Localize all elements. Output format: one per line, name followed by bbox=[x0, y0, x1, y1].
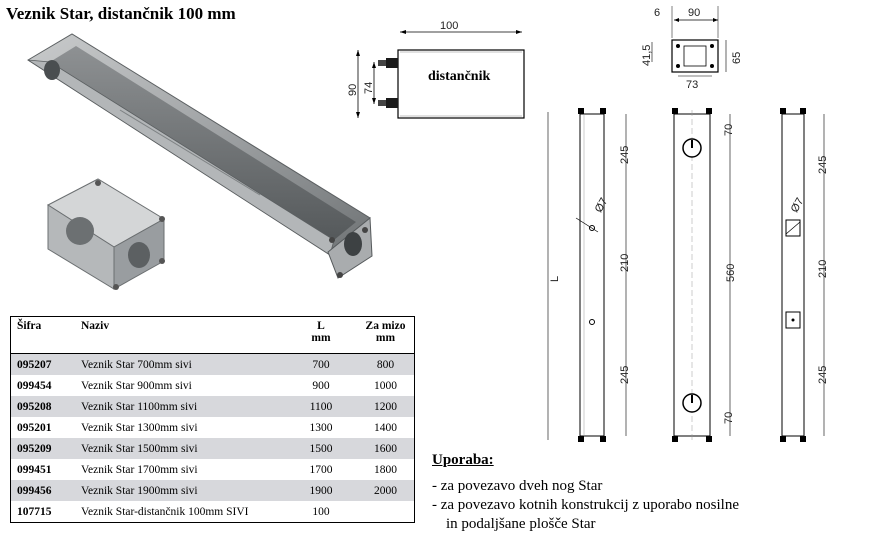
dim-spacer-height: 90 bbox=[347, 83, 359, 96]
dim-245-upper-right: 245 bbox=[817, 155, 829, 174]
dim-210-right: 210 bbox=[817, 259, 829, 278]
cell-length: 1300 bbox=[309, 421, 333, 434]
dim-spacer-width: 100 bbox=[440, 20, 459, 32]
table-row bbox=[11, 354, 415, 376]
table-row bbox=[11, 501, 415, 523]
cell-table: 1600 bbox=[357, 438, 415, 459]
dim-6: 6 bbox=[654, 7, 661, 19]
dim-70-bottom: 70 bbox=[723, 411, 735, 424]
header-length-line2: mm bbox=[311, 332, 331, 344]
dim-length-L: L bbox=[549, 275, 561, 282]
header-table-line2: mm bbox=[375, 332, 396, 344]
cell-table: 1200 bbox=[357, 396, 415, 417]
cell-length: 100 bbox=[312, 505, 330, 518]
cell-code: 099451 bbox=[17, 463, 52, 476]
cell-name: Veznik Star 1700mm sivi bbox=[81, 463, 198, 476]
cell-table: 1400 bbox=[374, 421, 397, 434]
cell-length: 1900 bbox=[285, 480, 357, 501]
dim-210-left: 210 bbox=[619, 253, 631, 272]
cell-length: 1700 bbox=[309, 463, 333, 476]
cell-name: Veznik Star 1300mm sivi bbox=[81, 421, 198, 434]
hole-diameter-left: Ø7 bbox=[592, 195, 611, 215]
cell-length: 1500 bbox=[285, 438, 357, 459]
cell-length: 900 bbox=[312, 379, 330, 392]
section-drawing bbox=[630, 2, 770, 92]
header-name: Naziv bbox=[75, 317, 285, 354]
cell-length: 700 bbox=[285, 354, 357, 376]
spacer-photo bbox=[40, 175, 170, 295]
dim-560: 560 bbox=[725, 263, 737, 282]
header-code: Šifra bbox=[11, 317, 76, 354]
table-row bbox=[11, 438, 415, 459]
hole-diameter-right: Ø7 bbox=[788, 195, 807, 215]
dim-65: 65 bbox=[731, 51, 743, 64]
cell-length: 1100 bbox=[285, 396, 357, 417]
cell-code: 099456 bbox=[11, 480, 76, 501]
profile-drawing bbox=[540, 100, 840, 445]
dim-245-upper-left: 245 bbox=[619, 145, 631, 164]
cell-table bbox=[357, 501, 415, 523]
table-row bbox=[11, 396, 415, 417]
dim-spacer-inner: 74 bbox=[363, 81, 375, 94]
table-row bbox=[11, 375, 415, 396]
cell-table: 1800 bbox=[374, 463, 397, 476]
cell-code: 099454 bbox=[17, 379, 52, 392]
table-header-row bbox=[11, 317, 415, 354]
dim-245-lower-right: 245 bbox=[817, 365, 829, 384]
header-length-line1: L bbox=[317, 320, 325, 332]
dim-90: 90 bbox=[688, 7, 701, 19]
dim-41-5: 41,5 bbox=[641, 44, 653, 66]
cell-name: Veznik Star 1100mm sivi bbox=[75, 396, 285, 417]
cell-name: Veznik Star 900mm sivi bbox=[81, 379, 192, 392]
cell-code: 095209 bbox=[11, 438, 76, 459]
cell-name: Veznik Star 1500mm sivi bbox=[75, 438, 285, 459]
header-length bbox=[285, 317, 357, 354]
dim-245-lower-left: 245 bbox=[619, 365, 631, 384]
table-row bbox=[11, 459, 415, 480]
header-table bbox=[357, 317, 415, 354]
usage-line: in podaljšane plošče Star bbox=[446, 516, 596, 532]
page-title: Veznik Star, distančnik 100 mm bbox=[6, 4, 236, 23]
cell-code: 095207 bbox=[11, 354, 76, 376]
cell-table: 1000 bbox=[374, 379, 397, 392]
usage-section bbox=[432, 452, 739, 534]
cell-name: Veznik Star 1900mm sivi bbox=[75, 480, 285, 501]
cell-code: 095208 bbox=[11, 396, 76, 417]
dim-70-top: 70 bbox=[723, 123, 735, 136]
header-table-line1: Za mizo bbox=[365, 320, 406, 332]
table-row bbox=[11, 480, 415, 501]
dim-73: 73 bbox=[686, 79, 699, 91]
spacer-label: distančnik bbox=[428, 69, 491, 84]
cell-table: 800 bbox=[357, 354, 415, 376]
product-table bbox=[10, 316, 415, 523]
cell-code: 095201 bbox=[17, 421, 52, 434]
table-row bbox=[11, 417, 415, 438]
cell-table: 2000 bbox=[357, 480, 415, 501]
cell-name: Veznik Star 700mm sivi bbox=[75, 354, 285, 376]
cell-name: Veznik Star-distančnik 100mm SIVI bbox=[81, 505, 249, 518]
usage-line: - za povezavo dveh nog Star bbox=[432, 478, 603, 494]
usage-line: - za povezavo kotnih konstrukcij z uporabo nosilne bbox=[432, 497, 740, 513]
spacer-drawing bbox=[340, 18, 530, 128]
cell-code: 107715 bbox=[17, 505, 52, 518]
usage-heading: Uporaba: bbox=[432, 452, 494, 468]
